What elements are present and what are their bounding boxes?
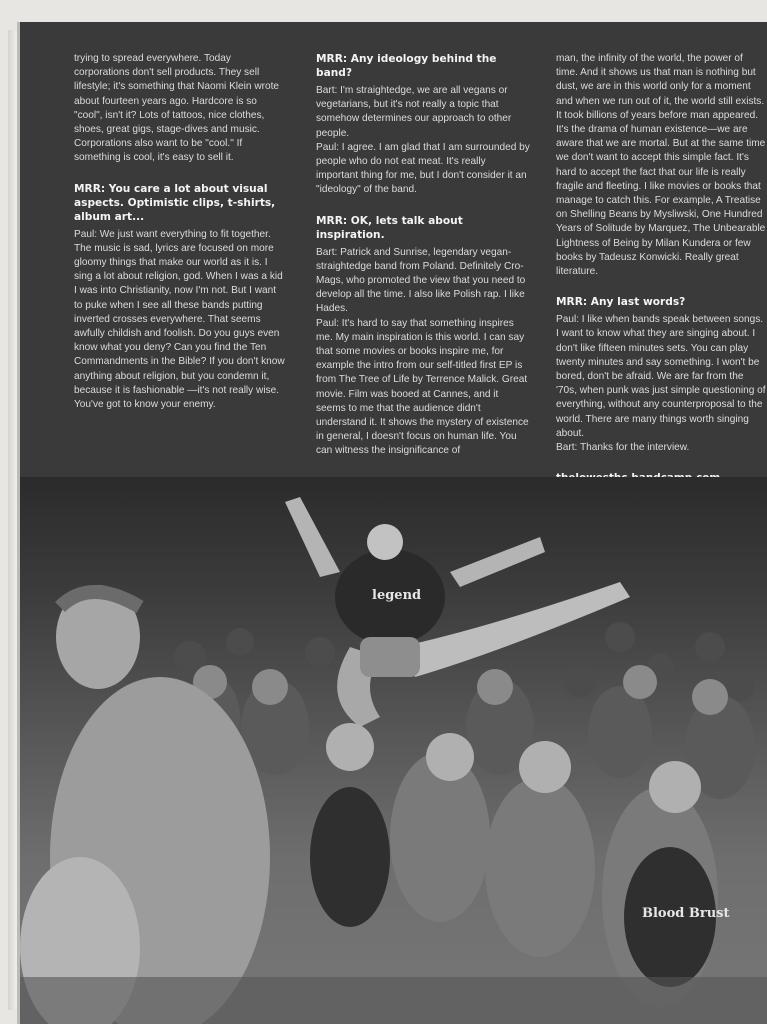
paragraph: trying to spread everywhere. Today corporations don't sell products. They sell lifestyle; it's something that Naomi Klein wrote about fourteen years ago. Hardcore is so "cool", isn't it? Lots of tattoos, nice clothes, shoes, great gigs, stage-dives and music. Corporations also want to be "cool." If something is cool, it's easy to sell it.: [74, 53, 280, 164]
interview-question: MRR: Any last words?: [556, 296, 686, 309]
magazine-page: [20, 22, 767, 1024]
interview-question: MRR: Any ideology behind the band?: [316, 53, 497, 79]
text-column-1: [74, 52, 286, 412]
paragraph: Bart: I'm straightedge, we are all vegans or vegetarians, but it's not really a topic that somehow determines our approach to other people.: [316, 85, 512, 139]
paragraph: Bart: Thanks for the interview.: [556, 442, 690, 454]
paragraph: Paul: I like when bands speak between songs. I want to know what they are singing about. I don't like fifteen minutes sets. You can play twenty minutes and say something. I won't be bored, don't be afraid. We are far from the '70s, when punk was just simple questioning of everything, without any counterproposal to the world. There are many things worth singing about.: [556, 314, 766, 439]
interview-question: MRR: You care a lot about visual aspects. Optimistic clips, t-shirts, album art...: [74, 182, 276, 223]
interview-question: MRR: OK, lets talk about inspiration.: [316, 214, 463, 241]
paragraph: Bart: Patrick and Sunrise, legendary vegan-straightedge band from Poland. Definitely Cro-Mags, who promoted the view that you need to develop all the time. I also like Polish rap. I like Hades.: [316, 246, 526, 315]
paragraph: man, the infinity of the world, the power of time. And it shows us that man is nothing but dust, we are in this world only for a moment and when we run out of it, the world still exists. It took billions of years before man appeared. It's the drama of human existence—we are aware that we are mortal. But at the same time we don't want to accept this simple fact. It's hard to accept the fact that our life is really fragile and fleeting. I like movies or books that manage to catch this. For example, A Treatise on Shelling Beans by Mysliwski, One Hundred Years of Solitude by Marquez, The Unbearable Lightness of Being by Milan Kundera or few books by Tadeusz Konwicki. Really great literature.: [556, 53, 766, 278]
page-edge: [8, 30, 18, 1010]
paragraph: Paul: We just want everything to fit together. The music is sad, lyrics are focused on more gloomy things that make our world as it is. I sing a lot about religion, god. When I was a kid I was into Christianity, now I'm not. But I want to puke when I see all these bands putting inverted crosses everywhere. That seems awfully childish and foolish. Do you guys even know what you deny? Can you find the Ten Commandments in the Bible? If you don't know anything about religion, but you condemn it, because it is fashionable —it's not really wise. You've got to know your enemy.: [74, 228, 285, 411]
crowd-illustration: [20, 477, 767, 1024]
concert-crowd-photo: [20, 477, 767, 1024]
text-column-2: [316, 52, 530, 459]
text-column-3: [556, 52, 766, 485]
paragraph: Paul: It's hard to say that something inspires me. My main inspiration is this world. I can say that some movies or books inspire me, for example the intro from our self-titled first EP is from The Tree of Life by Terrence Malick. Great movie. Film was booed at Cannes, and it seems to me that the audience didn't understand it. It shows the mystery of existence in general, I doesn't focus on human life. You can witness the insignificance of: [316, 317, 529, 457]
paragraph: Paul: I agree. I am glad that I am surrounded by people who do not eat meat. It's really important thing for me, but I don't consider it an "ideology" of the band.: [316, 141, 530, 196]
shirt-print: legend: [372, 588, 422, 603]
shirt-print: Blood Brust: [642, 906, 730, 921]
